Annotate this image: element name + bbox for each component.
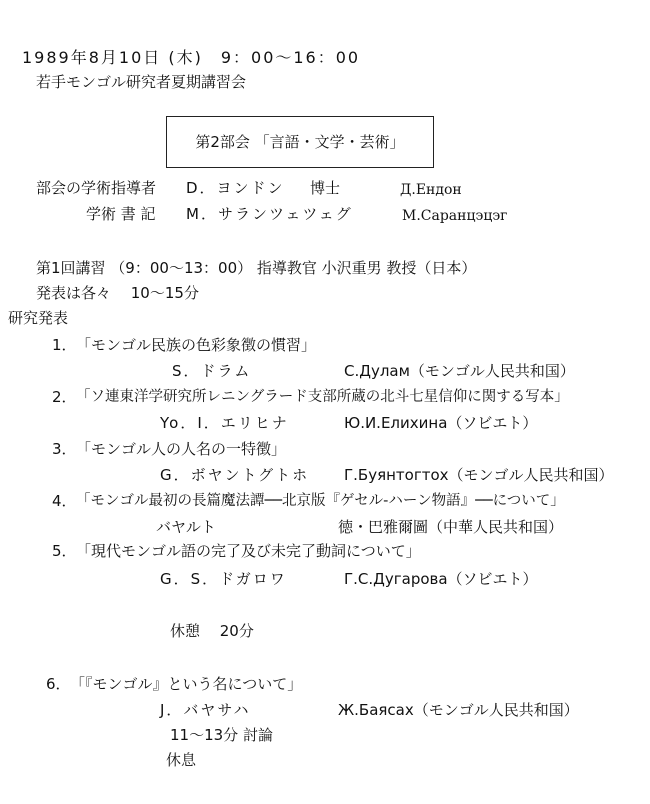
presentations-heading: 研究発表 [8,309,69,327]
presentation-number: 6． [46,675,71,693]
event-title: 若手モンゴル研究者夏期講習会 [36,73,247,91]
presentation-title: 「ソ連東洋学研究所レニングラード支部所蔵の北斗七星信仰に関する写本」 [76,389,569,405]
date-time-line: 1989年8月10日 (木) 9：00～16：00 [22,48,361,67]
presenter-cyrillic: Ж.Баясах（モンゴル人民共和国） [338,701,579,719]
presenter-cyrillic: Ю.И.Елихина（ソビエト） [344,414,538,432]
presentation-title: 「モンゴル民族の色彩象徴の慣習」 [76,336,317,354]
presentation-title: 「『モンゴル』という名について」 [70,675,303,693]
presentation-title: 「現代モンゴル語の完了及び未完了動詞について」 [76,542,421,560]
advisor-cyrillic: Д.Ендон [400,182,462,198]
presentation-title: 「モンゴル人の人名の一特徴」 [76,440,287,458]
secretary-name: M．サランツェツェグ [186,205,353,223]
presenter-name: J．バヤサハ [160,701,251,719]
secretary-role: 学術 書 記 [86,205,156,223]
presenter-affiliation: 徳・巴雅爾圖（中華人民共和国） [338,518,564,536]
presentation-title: 「モンゴル最初の長篇魔法譚──北京版『ゲセル-ハーン物語』──について」 [76,493,565,509]
advisor-name: D．ヨンドン [186,179,285,197]
presenter-name: G．S．ドガロワ [160,570,287,588]
presenter-name: S．ドラム [172,362,252,380]
secretary-cyrillic: М.Саранцэцэг [402,208,508,224]
presentation-number: 2． [52,388,77,406]
presentation-number: 5． [52,542,77,560]
presentation-number: 1． [52,336,77,354]
section-title-box [166,116,434,168]
presenter-name: G．ボヤントグトホ [160,466,310,484]
discussion-line: 11～13分 討論 [170,726,273,744]
presenter-cyrillic: Г.Буянтогтох（モンゴル人民共和国） [344,466,614,484]
presenter-name: Yo．I．エリヒナ [160,414,289,432]
presenter-name: バヤルト [156,518,216,536]
presentation-number: 4． [52,492,77,510]
advisor-title: 博士 [310,179,341,197]
rest-line: 休息 [166,751,197,769]
presenter-cyrillic: С.Дулам（モンゴル人民共和国） [344,362,575,380]
presenter-cyrillic: Г.С.Дугарова（ソビエト） [344,570,538,588]
presentation-number: 3． [52,440,77,458]
section-title: 第2部会 「言語・文学・芸術」 [195,132,405,151]
break-line: 休憩 20分 [170,622,254,640]
session-line: 第1回講習 （9：00～13：00） 指導教官 小沢重男 教授（日本） [36,259,477,277]
advisor-role: 部会の学術指導者 [36,179,157,197]
duration-line: 発表は各々 10～15分 [36,284,199,302]
